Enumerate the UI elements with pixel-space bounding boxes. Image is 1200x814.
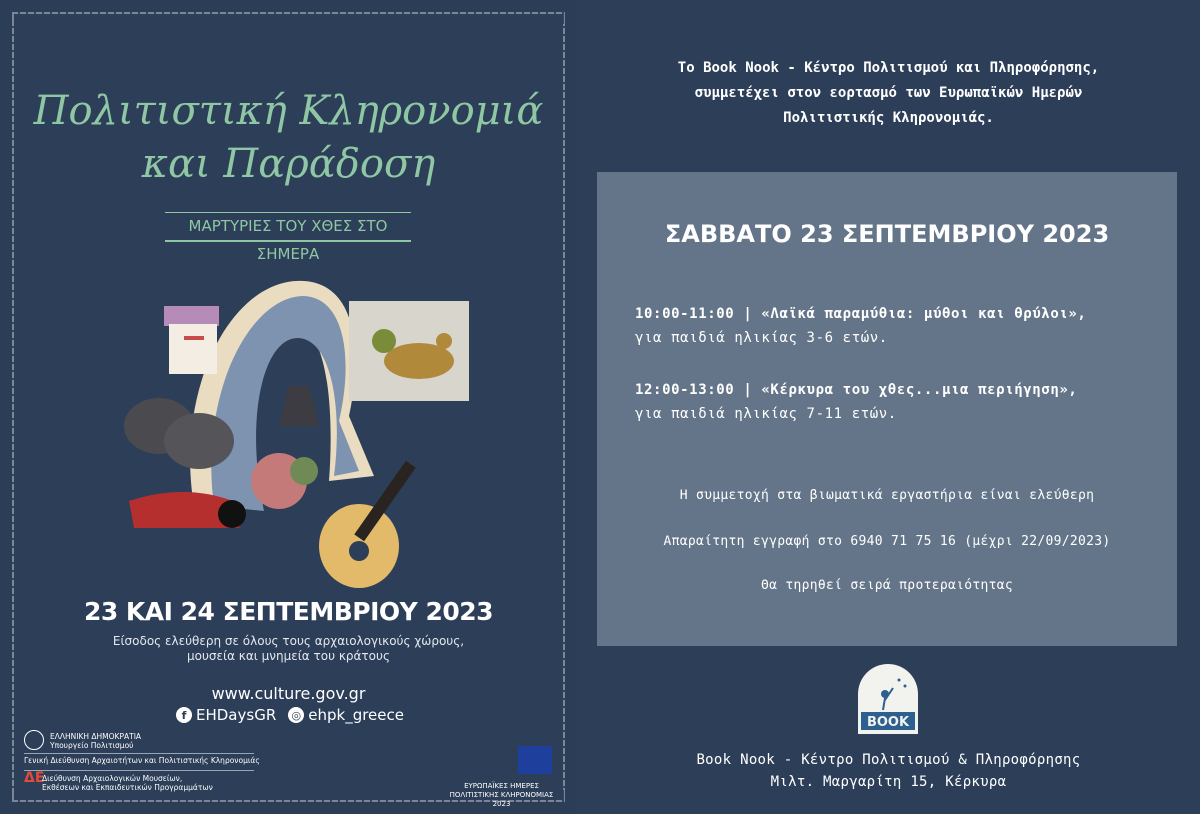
poster-title-line1: Πολιτιστική Κληρονομιά	[33, 88, 544, 134]
workshop1-title: 10:00-11:00 | «Λαϊκά παραμύθια: μύθοι και θρύλοι»,	[635, 306, 1087, 322]
workshop2-age: για παιδιά ηλικίας 7-11 ετών.	[635, 406, 897, 422]
info-section	[577, 0, 1200, 814]
workshop-item-2	[635, 378, 1145, 426]
poster-dates: 23 ΚΑΙ 24 ΣΕΠΤΕΜΒΡΙΟΥ 2023	[83, 597, 494, 626]
book-nook-logo-icon	[855, 664, 921, 734]
instagram-handle: ehpk_greece	[308, 706, 404, 724]
address-line1: Book Nook - Κέντρο Πολιτισμού & Πληροφόρησης	[696, 752, 1081, 768]
pot-icon-2	[164, 413, 234, 469]
gov-line2: Υπουργείο Πολιτισμού	[50, 741, 134, 750]
bell-icon	[279, 386, 319, 426]
intro-line1: Το Book Nook - Κέντρο Πολιτισμού και Πληροφόρησης,	[677, 60, 1100, 76]
eu-heritage-days-logo-icon	[518, 746, 552, 774]
intro-text	[577, 56, 1200, 131]
address-line2: Μιλτ. Μαργαρίτη 15, Κέρκυρα	[770, 774, 1007, 790]
poster-website-link[interactable]: www.culture.gov.gr	[211, 684, 366, 703]
intro-line3: Πολιτιστικής Κληρονομιάς.	[783, 110, 994, 126]
facebook-handle: EHDaysGR	[196, 706, 277, 724]
poster-subtitle: ΜΑΡΤΥΡΙΕΣ ΤΟΥ ΧΘΕΣ ΣΤΟ ΣΗΜΕΡΑ	[165, 212, 411, 242]
divider-2	[24, 770, 254, 771]
event-date: ΣΑΒΒΑΤΟ 23 ΣΕΠΤΕΜΒΡΙΟΥ 2023	[664, 220, 1110, 248]
department-museums	[42, 774, 213, 792]
poster-body	[14, 14, 563, 808]
free-entry-line1: Είσοδος ελεύθερη σε όλους τους αρχαιολογικούς χώρους,	[112, 634, 465, 648]
pompom-icon	[218, 500, 246, 528]
free-entry-line2: μουσεία και μνημεία του κράτους	[187, 649, 390, 663]
eu-line1: ΕΥΡΩΠΑΪΚΕΣ ΗΜΕΡΕΣ	[464, 782, 539, 790]
dept2-line1: Διεύθυνση Αρχαιολογικών Μουσείων,	[42, 774, 183, 783]
eu-heritage-days-label	[444, 782, 559, 809]
mosaic-bird-icon	[349, 301, 469, 401]
department-logo-icon: ΔΕ	[24, 770, 45, 786]
department-general: Γενική Διεύθυνση Αρχαιοτήτων και Πολιτιστικής Κληρονομιάς	[24, 756, 260, 765]
facebook-icon: f	[176, 707, 192, 723]
logo-wordmark: BOOK	[866, 715, 910, 730]
dept2-line2: Εκθέσεων και Εκπαιδευτικών Προγραμμάτων	[42, 783, 213, 792]
divider	[24, 753, 254, 754]
social-links	[176, 706, 404, 724]
rose-embroidery-icon	[251, 453, 318, 509]
instagram-link[interactable]	[288, 706, 404, 724]
event-poster	[0, 0, 577, 814]
schedule-panel	[597, 172, 1177, 646]
workshop2-title: 12:00-13:00 | «Κέρκυρα του χθες...μια περιήγηση»,	[635, 382, 1078, 398]
gov-line1: ΕΛΛΗΝΙΚΗ ΔΗΜΟΚΡΑΤΙΑ	[50, 732, 142, 741]
ministry-name	[50, 732, 141, 750]
instagram-icon: ◎	[288, 707, 304, 723]
registration-note: Απαραίτητη εγγραφή στο 6940 71 75 16 (μέχρι 22/09/2023)	[663, 534, 1111, 549]
workshop-item-1	[635, 302, 1145, 350]
intro-line2: συμμετέχει στον εορτασμό των Ευρωπαϊκών Ημερών	[694, 85, 1083, 101]
eu-line2: ΠΟΛΙΤΙΣΤΙΚΗΣ ΚΛΗΡΟΝΟΜΙΑΣ 2023	[449, 791, 554, 808]
workshop1-age: για παιδιά ηλικίας 3-6 ετών.	[635, 330, 888, 346]
free-participation-note: Η συμμετοχή στα βιωματικά εργαστήρια είναι ελεύθερη	[679, 488, 1095, 503]
facebook-link[interactable]	[176, 706, 276, 724]
poster-title-line2: και Παράδοση	[141, 141, 436, 187]
priority-note: Θα τηρηθεί σειρά προτεραιότητας	[761, 578, 1013, 593]
heritage-illustration	[114, 266, 474, 596]
face-mask-icon	[164, 306, 219, 374]
greek-emblem-icon	[24, 730, 44, 750]
poster-free-entry	[14, 634, 563, 664]
